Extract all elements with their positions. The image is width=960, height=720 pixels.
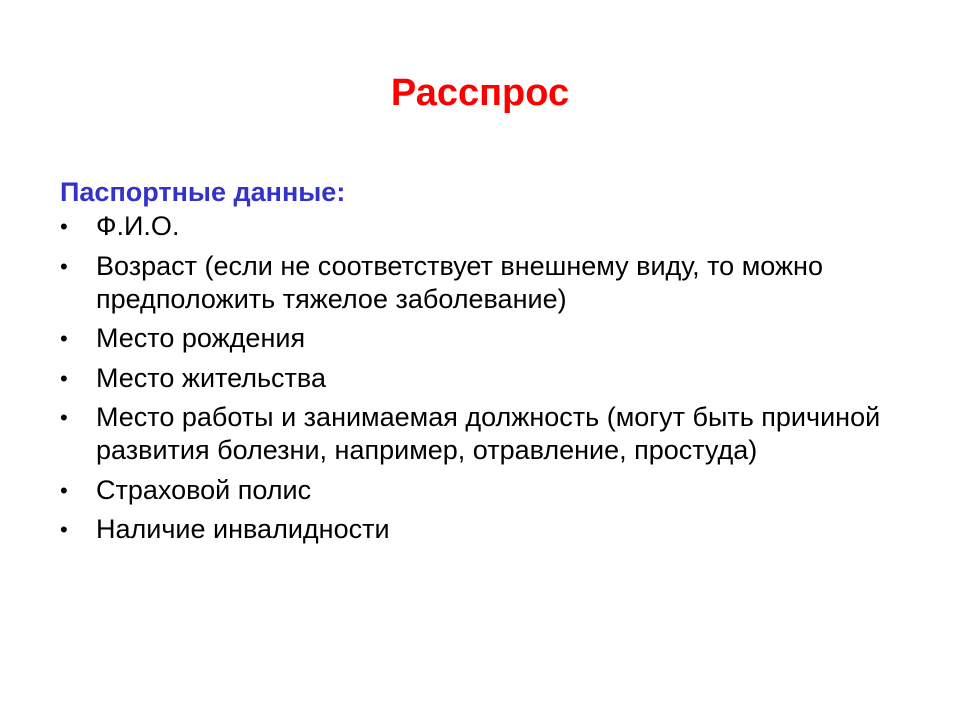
- section-heading: Паспортные данные:: [60, 177, 346, 207]
- bullet-text: Страховой полис: [96, 474, 312, 505]
- bullet-icon: •: [60, 477, 68, 503]
- bullet-item-insurance: [60, 474, 900, 507]
- bullet-item-residence: [60, 362, 900, 395]
- bullet-text: Возраст (если не соответствует внешнему виду, то можно предположить тяжелое заболевание): [96, 250, 823, 314]
- bullet-text: Ф.И.О.: [96, 211, 180, 241]
- bullet-text: Место работы и занимаемая должность (могут быть причиной развития болезни, например, отравление, простуда): [96, 402, 881, 465]
- bullet-item-disability: [60, 513, 900, 546]
- bullet-text: Место жительства: [96, 362, 326, 393]
- bullet-icon: •: [60, 214, 68, 239]
- slide-title: Расспрос: [390, 72, 570, 114]
- bullet-icon: •: [60, 365, 68, 391]
- bullet-icon: •: [60, 253, 68, 279]
- bullet-icon: •: [60, 326, 68, 351]
- bullet-item-age: [60, 250, 900, 316]
- bullet-item-workplace: [60, 401, 900, 467]
- bullet-icon: •: [60, 405, 68, 430]
- bullet-text: Наличие инвалидности: [96, 514, 390, 544]
- bullet-text: Место рождения: [96, 323, 306, 353]
- bullet-item-fio: [60, 210, 900, 243]
- bullet-icon: •: [60, 517, 68, 542]
- bullet-list: [60, 210, 900, 553]
- bullet-item-birthplace: [60, 322, 900, 355]
